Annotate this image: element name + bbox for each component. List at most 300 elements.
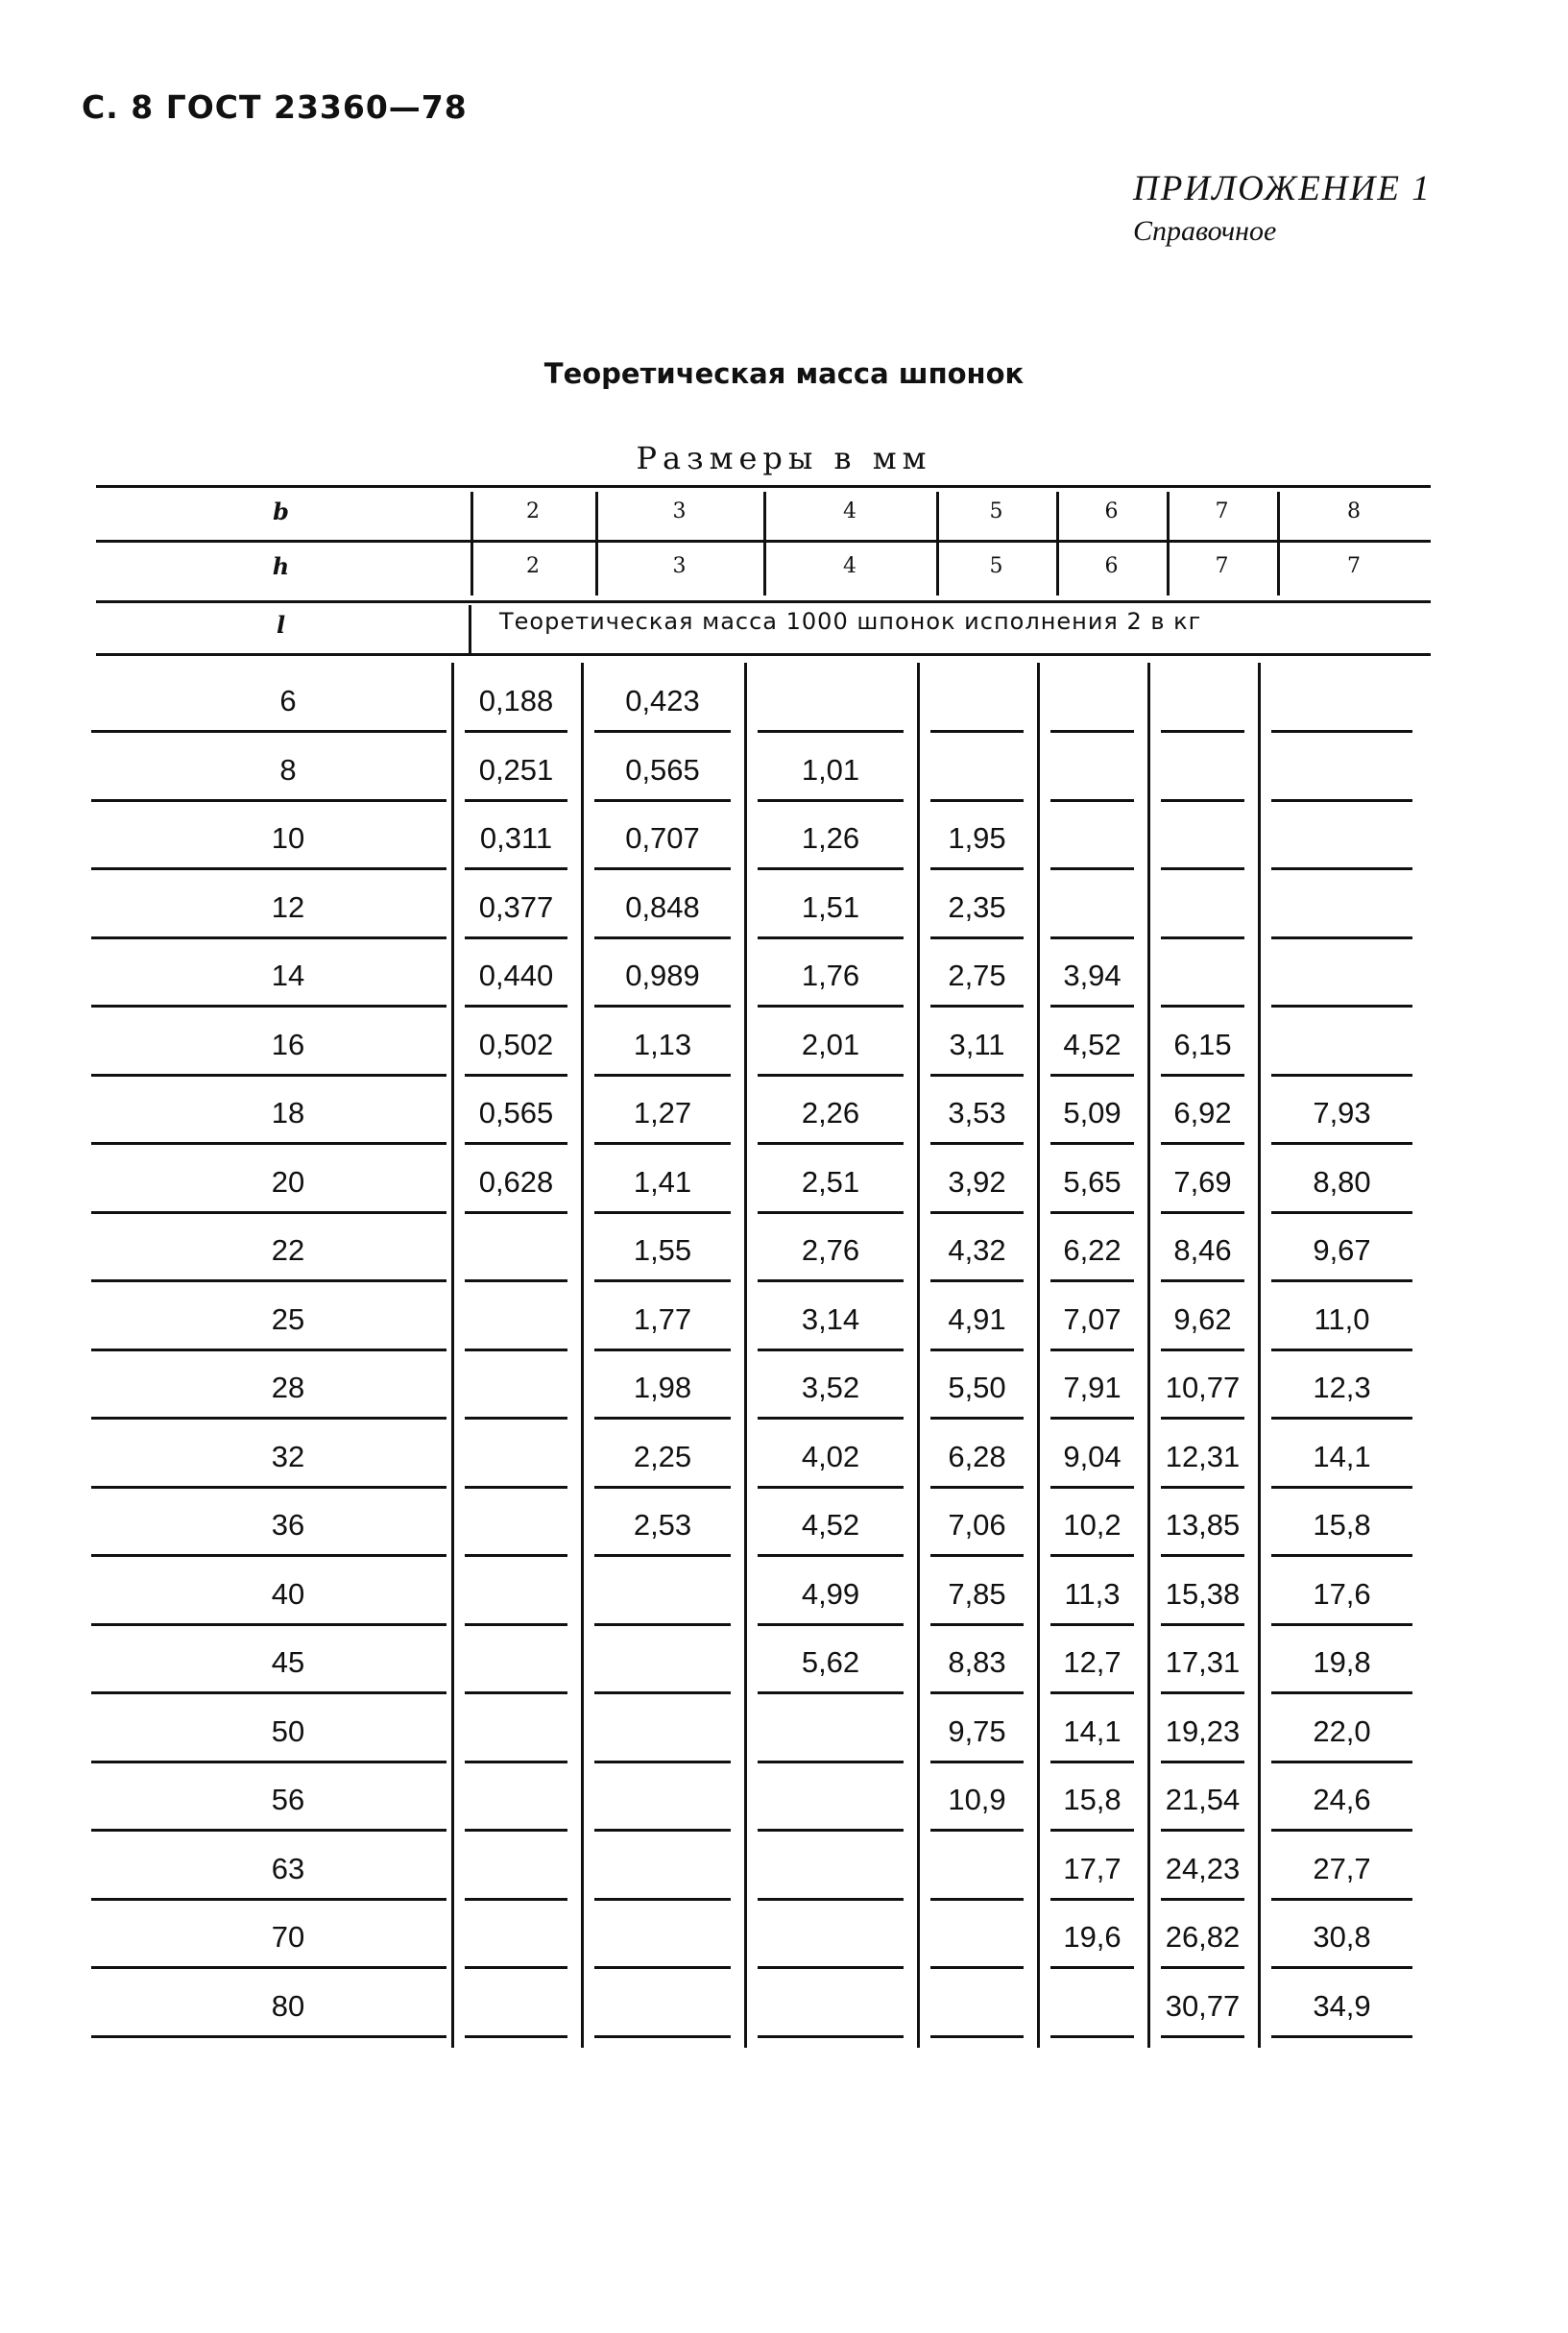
mass-cell: 8,83 <box>948 1645 1006 1679</box>
cell-rule <box>1271 1761 1412 1763</box>
cell-rule <box>1271 1898 1412 1901</box>
cell-rule <box>1161 1005 1244 1008</box>
b-value-underline <box>948 540 1045 543</box>
mass-cell: 5,62 <box>801 1645 860 1679</box>
cell-rule <box>758 1898 904 1901</box>
mass-cell: 3,14 <box>801 1301 860 1336</box>
cell-rule <box>465 799 567 802</box>
appendix-block <box>1133 168 1432 248</box>
mass-cell: 1,95 <box>948 821 1006 855</box>
cell-rule <box>758 1691 904 1694</box>
mass-cell: 0,502 <box>478 1027 554 1061</box>
mass-cell: 10,2 <box>1063 1508 1122 1542</box>
mass-cell: 14,1 <box>1063 1713 1122 1748</box>
row-label-rule <box>91 1486 446 1489</box>
cell-rule <box>594 1279 731 1282</box>
row-label-rule <box>91 1829 446 1832</box>
mass-cell: 5,09 <box>1063 1096 1122 1130</box>
cell-rule <box>1050 1417 1134 1420</box>
cell-rule <box>465 1554 567 1557</box>
mass-cell: 9,62 <box>1173 1301 1232 1336</box>
data-column-rule <box>744 663 747 2048</box>
mass-cell: 3,53 <box>948 1096 1006 1130</box>
cell-rule <box>1161 867 1244 870</box>
b-value: 7 <box>1215 499 1229 523</box>
mass-cell: 13,85 <box>1165 1508 1241 1542</box>
cell-rule <box>930 799 1024 802</box>
b-value-underline <box>482 540 584 543</box>
row-label-rule <box>91 1074 446 1077</box>
row-length: 56 <box>271 1783 305 1816</box>
mass-cell: 1,13 <box>633 1027 692 1061</box>
cell-rule <box>594 1486 731 1489</box>
cell-rule <box>1161 1761 1244 1763</box>
mass-cell: 7,06 <box>948 1508 1006 1542</box>
cell-rule <box>1050 1898 1134 1901</box>
mass-cell: 4,32 <box>948 1233 1006 1267</box>
b-value: 5 <box>989 499 1003 523</box>
mass-cell: 17,31 <box>1165 1645 1241 1679</box>
mass-cell: 0,423 <box>625 684 700 717</box>
cell-rule <box>1161 1486 1244 1489</box>
table-title: Теоретическая масса шпонок <box>543 357 1025 390</box>
cell-rule <box>465 1074 567 1077</box>
cell-rule <box>1050 1691 1134 1694</box>
row-label-rule <box>91 730 446 733</box>
row-length: 80 <box>271 1988 305 2023</box>
row-label-rule <box>91 1898 446 1901</box>
cell-rule <box>1050 730 1134 733</box>
cell-rule <box>1050 1761 1134 1763</box>
l-label: l <box>276 611 286 639</box>
mass-cell: 8,46 <box>1173 1233 1232 1267</box>
mass-cell: 11,3 <box>1064 1576 1121 1611</box>
h-value: 2 <box>526 554 540 578</box>
cell-rule <box>1050 1211 1134 1214</box>
cell-rule <box>1050 1349 1134 1351</box>
cell-rule <box>465 1142 567 1145</box>
mass-cell: 1,41 <box>633 1164 692 1199</box>
cell-rule <box>594 799 731 802</box>
cell-rule <box>1161 1691 1244 1694</box>
cell-rule <box>930 730 1024 733</box>
mass-cell: 1,76 <box>801 959 860 992</box>
mass-cell: 34,9 <box>1313 1988 1371 2023</box>
b-value: 2 <box>526 499 540 523</box>
cell-rule <box>594 1691 731 1694</box>
mass-cell: 1,51 <box>801 889 860 924</box>
cell-rule <box>1271 1486 1412 1489</box>
cell-rule <box>594 1074 731 1077</box>
cell-rule <box>465 1966 567 1969</box>
mass-cell: 17,7 <box>1063 1851 1122 1885</box>
cell-rule <box>1161 1074 1244 1077</box>
row-label-rule <box>91 1554 446 1557</box>
cell-rule <box>758 1074 904 1077</box>
b-value-underline <box>1068 540 1155 543</box>
cell-rule <box>594 2035 731 2038</box>
data-column-rule <box>451 663 454 2048</box>
mass-cell: 5,50 <box>948 1371 1006 1404</box>
mass-cell: 1,27 <box>633 1096 692 1130</box>
cell-rule <box>594 1761 731 1763</box>
mass-cell: 22,0 <box>1313 1713 1371 1748</box>
cell-rule <box>465 1898 567 1901</box>
mass-cell: 12,31 <box>1165 1439 1241 1473</box>
cell-rule <box>465 1349 567 1351</box>
row-length: 40 <box>271 1576 305 1611</box>
mass-cell: 3,92 <box>948 1164 1006 1199</box>
table-caption: Теоретическая масса 1000 шпонок исполнения 2 в кг <box>499 608 1202 635</box>
mass-cell: 6,15 <box>1173 1027 1232 1061</box>
cell-rule <box>1271 1279 1412 1282</box>
cell-rule <box>1050 799 1134 802</box>
mass-cell: 2,51 <box>801 1164 860 1199</box>
mass-cell: 30,8 <box>1313 1920 1371 1954</box>
mass-cell: 2,76 <box>801 1233 860 1267</box>
mass-cell: 10,9 <box>948 1783 1006 1816</box>
mass-cell: 21,54 <box>1165 1783 1241 1816</box>
mass-cell: 12,7 <box>1063 1645 1122 1679</box>
mass-cell: 2,53 <box>633 1508 692 1542</box>
cell-rule <box>465 1211 567 1214</box>
mass-cell: 7,69 <box>1173 1164 1232 1199</box>
cell-rule <box>1271 1074 1412 1077</box>
cell-rule <box>1271 1829 1412 1832</box>
mass-cell: 10,77 <box>1165 1371 1241 1404</box>
mass-cell: 27,7 <box>1313 1851 1371 1885</box>
b-value: 6 <box>1104 499 1119 523</box>
mass-cell: 24,6 <box>1313 1783 1371 1816</box>
cell-rule <box>758 867 904 870</box>
b-value: 3 <box>672 499 687 523</box>
row-length: 8 <box>279 752 297 787</box>
cell-rule <box>465 1623 567 1626</box>
cell-rule <box>594 1623 731 1626</box>
row-label-rule <box>91 799 446 802</box>
row-label-rule <box>91 1279 446 1282</box>
cell-rule <box>465 1829 567 1832</box>
h-value: 3 <box>672 554 687 578</box>
cell-rule <box>930 1761 1024 1763</box>
mass-cell: 26,82 <box>1165 1920 1241 1954</box>
row-length: 20 <box>271 1164 305 1199</box>
cell-rule <box>1271 1005 1412 1008</box>
cell-rule <box>930 1554 1024 1557</box>
cell-rule <box>594 1211 731 1214</box>
mass-cell: 3,11 <box>949 1027 1005 1061</box>
cell-rule <box>930 1829 1024 1832</box>
cell-rule <box>1271 936 1412 939</box>
mass-cell: 0,989 <box>625 959 700 992</box>
cell-rule <box>1271 799 1412 802</box>
cell-rule <box>594 1417 731 1420</box>
mass-cell: 0,377 <box>478 889 554 924</box>
mass-cell: 9,67 <box>1313 1233 1371 1267</box>
mass-cell: 0,707 <box>625 821 700 855</box>
units-caption: Размеры в мм <box>636 440 932 476</box>
b-value-underline <box>775 540 925 543</box>
cell-rule <box>758 1279 904 1282</box>
cell-rule <box>1050 1279 1134 1282</box>
rule-h-l <box>96 600 1431 603</box>
row-label-rule <box>91 1349 446 1351</box>
cell-rule <box>930 1966 1024 1969</box>
h-value: 7 <box>1215 554 1229 578</box>
row-length: 6 <box>279 684 297 717</box>
cell-rule <box>1271 2035 1412 2038</box>
row-label-rule <box>91 1761 446 1763</box>
row-label-rule <box>91 867 446 870</box>
mass-cell: 1,98 <box>633 1371 692 1404</box>
mass-cell: 9,75 <box>948 1713 1006 1748</box>
row-length: 28 <box>271 1371 305 1404</box>
mass-cell: 2,35 <box>948 889 1006 924</box>
mass-cell: 0,565 <box>625 752 700 787</box>
row-label-rule <box>91 1142 446 1145</box>
mass-cell: 4,02 <box>801 1439 860 1473</box>
cell-rule <box>930 867 1024 870</box>
cell-rule <box>1161 936 1244 939</box>
cell-rule <box>594 1898 731 1901</box>
cell-rule <box>1271 1691 1412 1694</box>
row-length: 16 <box>271 1027 305 1061</box>
cell-rule <box>1161 1898 1244 1901</box>
mass-cell: 30,77 <box>1165 1988 1241 2023</box>
cell-rule <box>465 867 567 870</box>
cell-rule <box>465 1005 567 1008</box>
appendix-subtitle: Справочное <box>1133 215 1277 247</box>
cell-rule <box>1050 1005 1134 1008</box>
mass-cell: 7,91 <box>1063 1371 1122 1404</box>
cell-rule <box>1271 1142 1412 1145</box>
mass-cell: 0,628 <box>478 1164 554 1199</box>
cell-rule <box>758 1554 904 1557</box>
cell-rule <box>1161 799 1244 802</box>
mass-cell: 1,55 <box>633 1233 692 1267</box>
cell-rule <box>1161 1554 1244 1557</box>
row-length: 18 <box>271 1096 305 1130</box>
data-column-rule <box>581 663 584 2048</box>
cell-rule <box>465 1761 567 1763</box>
cell-rule <box>465 936 567 939</box>
mass-cell: 7,93 <box>1313 1096 1371 1130</box>
row-label-rule <box>91 1623 446 1626</box>
mass-cell: 19,8 <box>1313 1645 1371 1679</box>
mass-cell: 0,251 <box>478 752 554 787</box>
mass-cell: 4,52 <box>801 1508 860 1542</box>
cell-rule <box>1161 1623 1244 1626</box>
b-value-underline <box>1289 540 1419 543</box>
mass-cell: 1,26 <box>801 821 860 855</box>
cell-rule <box>758 1349 904 1351</box>
mass-cell: 0,848 <box>625 889 700 924</box>
cell-rule <box>594 936 731 939</box>
cell-rule <box>930 1142 1024 1145</box>
cell-rule <box>465 1279 567 1282</box>
cell-rule <box>930 936 1024 939</box>
cell-rule <box>594 1829 731 1832</box>
cell-rule <box>594 1966 731 1969</box>
mass-cell: 5,65 <box>1063 1164 1122 1199</box>
mass-cell: 15,38 <box>1165 1576 1241 1611</box>
mass-cell: 1,01 <box>801 752 860 787</box>
row-length: 50 <box>271 1713 305 1748</box>
mass-cell: 2,26 <box>801 1096 860 1130</box>
cell-rule <box>465 2035 567 2038</box>
row-length: 32 <box>271 1439 305 1473</box>
mass-cell: 15,8 <box>1313 1508 1371 1542</box>
cell-rule <box>594 730 731 733</box>
cell-rule <box>594 1142 731 1145</box>
cell-rule <box>758 1623 904 1626</box>
mass-cell: 2,25 <box>633 1439 692 1473</box>
mass-cell: 3,94 <box>1063 959 1122 992</box>
appendix-title: ПРИЛОЖЕНИЕ 1 <box>1133 169 1432 208</box>
cell-rule <box>1161 2035 1244 2038</box>
cell-rule <box>930 1074 1024 1077</box>
cell-rule <box>758 1005 904 1008</box>
mass-cell: 4,52 <box>1063 1027 1122 1061</box>
cell-rule <box>758 2035 904 2038</box>
cell-rule <box>1050 1623 1134 1626</box>
cell-rule <box>1271 1554 1412 1557</box>
page-reference: С. 8 ГОСТ 23360—78 <box>82 88 468 126</box>
mass-cell: 9,04 <box>1063 1439 1122 1473</box>
b-value-underline <box>607 540 752 543</box>
mass-cell: 7,85 <box>948 1576 1006 1611</box>
cell-rule <box>1050 2035 1134 2038</box>
cell-rule <box>930 1691 1024 1694</box>
row-label-rule <box>91 1691 446 1694</box>
mass-cell: 14,1 <box>1313 1439 1371 1473</box>
mass-cell: 17,6 <box>1313 1576 1371 1611</box>
mass-cell: 19,23 <box>1165 1713 1241 1748</box>
cell-rule <box>465 1691 567 1694</box>
row-label-rule <box>91 936 446 939</box>
cell-rule <box>930 1898 1024 1901</box>
row-label-rule <box>91 1211 446 1214</box>
cell-rule <box>1271 867 1412 870</box>
row-length: 22 <box>271 1233 305 1267</box>
cell-rule <box>594 1349 731 1351</box>
cell-rule <box>1050 1554 1134 1557</box>
cell-rule <box>930 1005 1024 1008</box>
cell-rule <box>758 1142 904 1145</box>
mass-cell: 11,0 <box>1314 1301 1370 1336</box>
row-length: 63 <box>271 1851 305 1885</box>
cell-rule <box>930 1486 1024 1489</box>
b-value: 4 <box>843 499 856 523</box>
h-value: 5 <box>989 554 1003 578</box>
mass-cell: 8,80 <box>1313 1164 1371 1199</box>
cell-rule <box>594 1554 731 1557</box>
mass-cell: 6,28 <box>948 1439 1006 1473</box>
mass-cell: 4,99 <box>801 1576 860 1611</box>
data-column-rule <box>1147 663 1150 2048</box>
mass-cell: 7,07 <box>1063 1301 1122 1336</box>
cell-rule <box>758 1829 904 1832</box>
cell-rule <box>465 1417 567 1420</box>
cell-rule <box>1271 1211 1412 1214</box>
mass-cell: 1,77 <box>633 1301 692 1336</box>
h-value: 6 <box>1104 554 1119 578</box>
cell-rule <box>758 730 904 733</box>
cell-rule <box>1271 730 1412 733</box>
mass-cell: 6,22 <box>1063 1233 1122 1267</box>
row-length: 14 <box>271 959 305 992</box>
cell-rule <box>930 1623 1024 1626</box>
data-column-rule <box>917 663 920 2048</box>
b-label: b <box>273 498 289 525</box>
h-value: 7 <box>1347 554 1361 578</box>
cell-rule <box>1050 1486 1134 1489</box>
mass-cell: 0,565 <box>478 1096 554 1130</box>
mass-cell: 4,91 <box>948 1301 1006 1336</box>
cell-rule <box>1050 1966 1134 1969</box>
row-length: 36 <box>271 1508 305 1542</box>
row-length: 45 <box>271 1645 305 1679</box>
cell-rule <box>758 1417 904 1420</box>
mass-cell: 2,75 <box>948 959 1006 992</box>
cell-rule <box>594 1005 731 1008</box>
mass-cell: 15,8 <box>1063 1783 1122 1816</box>
cell-rule <box>1050 1829 1134 1832</box>
cell-rule <box>1050 1142 1134 1145</box>
row-length: 10 <box>271 821 305 855</box>
cell-rule <box>1050 867 1134 870</box>
mass-cell: 0,440 <box>478 959 554 992</box>
b-value-underline <box>1178 540 1266 543</box>
b-value: 8 <box>1347 499 1361 523</box>
mass-cell: 19,6 <box>1063 1920 1122 1954</box>
row-label-rule <box>91 2035 446 2038</box>
h-label: h <box>272 552 290 580</box>
cell-rule <box>930 1417 1024 1420</box>
row-length: 25 <box>271 1301 305 1336</box>
row-length: 70 <box>271 1920 305 1954</box>
cell-rule <box>465 730 567 733</box>
cell-rule <box>930 1279 1024 1282</box>
cell-rule <box>1161 1966 1244 1969</box>
mass-cell: 3,52 <box>801 1371 860 1404</box>
rule-under-caption <box>96 653 1431 656</box>
cell-rule <box>758 1966 904 1969</box>
row-length: 12 <box>271 889 305 924</box>
cell-rule <box>758 799 904 802</box>
top-rule <box>96 485 1431 488</box>
cell-rule <box>1161 1349 1244 1351</box>
cell-rule <box>1161 1211 1244 1214</box>
cell-rule <box>1271 1417 1412 1420</box>
cell-rule <box>930 1211 1024 1214</box>
cell-rule <box>465 1486 567 1489</box>
cell-rule <box>1050 1074 1134 1077</box>
cell-rule <box>1161 1829 1244 1832</box>
cell-rule <box>1271 1349 1412 1351</box>
cell-rule <box>1050 936 1134 939</box>
row-label-rule <box>91 1005 446 1008</box>
cell-rule <box>930 1349 1024 1351</box>
cell-rule <box>594 867 731 870</box>
data-column-rule <box>1037 663 1040 2048</box>
cell-rule <box>1271 1623 1412 1626</box>
mass-cell: 24,23 <box>1165 1851 1241 1885</box>
cell-rule <box>1161 730 1244 733</box>
cell-rule <box>1161 1142 1244 1145</box>
cell-rule <box>758 1761 904 1763</box>
mass-cell: 2,01 <box>801 1027 860 1061</box>
